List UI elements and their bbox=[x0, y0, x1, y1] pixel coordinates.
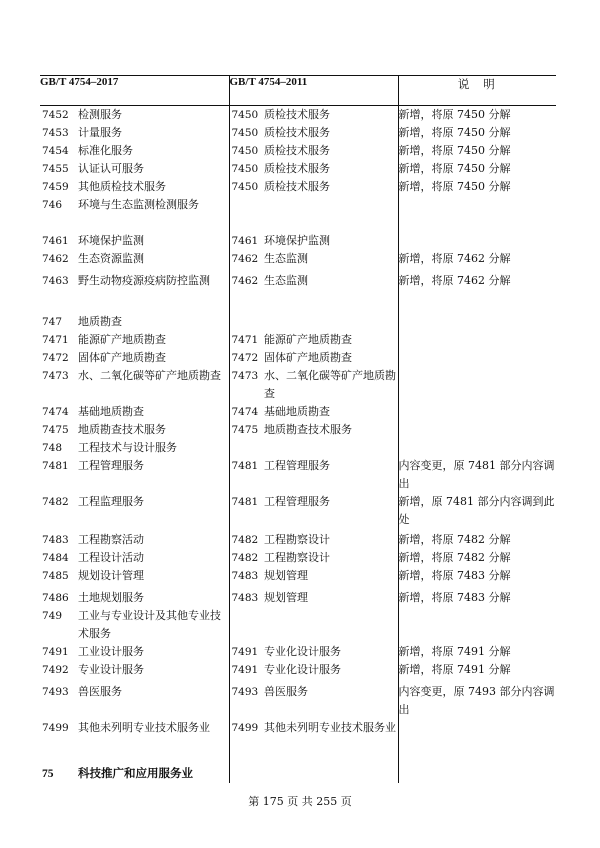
new-code-cell: 75 bbox=[42, 768, 54, 780]
new-name-cell: 工程管理服务 bbox=[78, 457, 229, 493]
table-row bbox=[40, 531, 556, 549]
new-name-cell: 野生动物疫源疫病防控监测 bbox=[78, 272, 229, 313]
new-name-cell: 工程勘察活动 bbox=[78, 531, 229, 549]
new-code-cell: 7485 bbox=[42, 570, 69, 582]
new-name-cell: 其他质检技术服务 bbox=[78, 178, 229, 196]
note-cell bbox=[398, 421, 556, 439]
table-row bbox=[40, 493, 556, 531]
new-code-cell: 7454 bbox=[42, 145, 69, 157]
classification-concordance-table bbox=[40, 75, 556, 783]
note-cell bbox=[398, 196, 556, 232]
new-name-cell: 工程技术与设计服务 bbox=[78, 439, 229, 457]
note-cell bbox=[398, 439, 556, 457]
table-row bbox=[40, 196, 556, 232]
note-cell: 新增，将原 7450 分解 bbox=[398, 144, 511, 157]
old-name-cell bbox=[264, 607, 398, 643]
old-name-cell: 地质勘查技术服务 bbox=[264, 421, 398, 439]
new-code-cell: 747 bbox=[42, 316, 63, 328]
note-cell: 新增，将原 7450 分解 bbox=[398, 126, 511, 139]
page-number-footer: 第 175 页 共 255 页 bbox=[248, 795, 352, 808]
new-code-cell: 7475 bbox=[42, 424, 69, 436]
new-code-cell: 7493 bbox=[42, 686, 69, 698]
old-name-cell bbox=[264, 196, 398, 232]
note-cell: 新增，将原 7450 分解 bbox=[398, 162, 511, 175]
old-code-cell: 7461 bbox=[231, 235, 259, 247]
old-code-cell: 7450 bbox=[231, 127, 259, 139]
new-name-cell: 科技推广和应用服务业 bbox=[78, 765, 229, 783]
old-code-cell bbox=[229, 607, 264, 643]
table-row bbox=[40, 589, 556, 607]
new-code-cell: 746 bbox=[42, 199, 63, 211]
old-name-cell: 工程管理服务 bbox=[264, 457, 398, 493]
new-name-cell: 计量服务 bbox=[78, 124, 229, 142]
new-name-cell: 标准化服务 bbox=[78, 142, 229, 160]
note-cell bbox=[398, 349, 556, 367]
new-name-cell: 工程设计活动 bbox=[78, 549, 229, 567]
new-name-cell: 兽医服务 bbox=[78, 683, 229, 719]
old-name-cell: 规划管理 bbox=[264, 567, 398, 589]
table-row bbox=[40, 403, 556, 421]
new-name-cell: 工业与专业设计及其他专业技术服务 bbox=[78, 607, 229, 643]
new-name-cell: 环境与生态监测检测服务 bbox=[78, 196, 229, 232]
table-row bbox=[40, 439, 556, 457]
old-code-cell: 7483 bbox=[231, 570, 259, 582]
note-cell: 内容变更，原 7493 部分内容调出 bbox=[398, 685, 555, 716]
old-name-cell: 规划管理 bbox=[264, 589, 398, 607]
new-code-cell: 7453 bbox=[42, 127, 69, 139]
new-name-cell: 能源矿产地质勘查 bbox=[78, 331, 229, 349]
old-code-cell: 7481 bbox=[231, 496, 259, 508]
new-name-cell: 环境保护监测 bbox=[78, 232, 229, 250]
note-cell bbox=[398, 232, 556, 250]
note-cell: 内容变更，原 7481 部分内容调出 bbox=[398, 459, 555, 490]
note-cell: 新增，将原 7483 分解 bbox=[398, 569, 511, 582]
table-row bbox=[40, 124, 556, 142]
table-row bbox=[40, 313, 556, 331]
note-cell: 新增，将原 7491 分解 bbox=[398, 663, 511, 676]
table-row bbox=[40, 643, 556, 661]
old-name-cell: 其他未列明专业技术服务业 bbox=[264, 719, 398, 765]
new-code-cell: 7492 bbox=[42, 664, 69, 676]
new-code-cell: 7491 bbox=[42, 646, 69, 658]
old-name-cell bbox=[264, 765, 398, 783]
old-code-cell: 7462 bbox=[231, 253, 259, 265]
old-name-cell: 生态监测 bbox=[264, 272, 398, 313]
new-name-cell: 规划设计管理 bbox=[78, 567, 229, 589]
note-cell bbox=[398, 313, 556, 331]
note-cell: 新增，将原 7483 分解 bbox=[398, 591, 511, 604]
old-name-cell bbox=[264, 439, 398, 457]
table-row bbox=[40, 331, 556, 349]
new-code-cell: 7473 bbox=[42, 370, 69, 382]
table-row bbox=[40, 232, 556, 250]
note-cell bbox=[398, 367, 556, 403]
new-code-cell: 7472 bbox=[42, 352, 69, 364]
new-name-cell: 地质勘查技术服务 bbox=[78, 421, 229, 439]
old-code-cell: 7481 bbox=[231, 460, 259, 472]
note-cell: 新增，将原 7491 分解 bbox=[398, 645, 511, 658]
old-code-cell: 7450 bbox=[231, 109, 259, 121]
old-code-cell: 7462 bbox=[231, 275, 259, 287]
old-name-cell: 工程管理服务 bbox=[264, 493, 398, 531]
old-code-cell: 7450 bbox=[231, 163, 259, 175]
old-name-cell: 质检技术服务 bbox=[264, 106, 398, 125]
note-cell bbox=[398, 607, 556, 643]
new-name-cell: 基础地质勘查 bbox=[78, 403, 229, 421]
old-code-cell: 7472 bbox=[231, 352, 259, 364]
new-code-cell: 7499 bbox=[42, 722, 69, 734]
new-code-cell: 7483 bbox=[42, 534, 69, 546]
new-code-cell: 7486 bbox=[42, 592, 69, 604]
old-name-cell: 工程勘察设计 bbox=[264, 549, 398, 567]
old-code-cell: 7499 bbox=[231, 722, 259, 734]
old-code-cell: 7493 bbox=[231, 686, 259, 698]
table-row bbox=[40, 683, 556, 719]
table-row bbox=[40, 178, 556, 196]
old-name-cell: 专业化设计服务 bbox=[264, 661, 398, 683]
table-row bbox=[40, 106, 556, 125]
table-row bbox=[40, 421, 556, 439]
new-name-cell: 认证认可服务 bbox=[78, 160, 229, 178]
note-cell: 新增，将原 7450 分解 bbox=[398, 180, 511, 193]
header-new-standard: GB/T 4754–2017 bbox=[40, 76, 229, 106]
old-code-cell: 7473 bbox=[231, 370, 259, 382]
new-name-cell: 固体矿产地质勘查 bbox=[78, 349, 229, 367]
old-code-cell bbox=[229, 196, 264, 232]
new-name-cell: 土地规划服务 bbox=[78, 589, 229, 607]
new-code-cell: 7484 bbox=[42, 552, 69, 564]
new-code-cell: 7452 bbox=[42, 109, 69, 121]
note-cell bbox=[398, 765, 556, 783]
old-name-cell: 工程勘察设计 bbox=[264, 531, 398, 549]
table-row bbox=[40, 367, 556, 403]
note-cell bbox=[398, 331, 556, 349]
new-code-cell: 7455 bbox=[42, 163, 69, 175]
old-name-cell bbox=[264, 313, 398, 331]
new-code-cell: 7459 bbox=[42, 181, 69, 193]
old-name-cell: 质检技术服务 bbox=[264, 160, 398, 178]
note-cell: 新增，将原 7450 分解 bbox=[398, 108, 511, 121]
old-code-cell: 7450 bbox=[231, 181, 259, 193]
header-note: 说明 bbox=[398, 76, 556, 106]
old-code-cell: 7450 bbox=[231, 145, 259, 157]
new-code-cell: 7463 bbox=[42, 275, 69, 287]
table-body bbox=[40, 106, 556, 784]
table-row bbox=[40, 765, 556, 783]
old-name-cell: 环境保护监测 bbox=[264, 232, 398, 250]
table-row bbox=[40, 349, 556, 367]
old-name-cell: 基础地质勘查 bbox=[264, 403, 398, 421]
new-code-cell: 7474 bbox=[42, 406, 69, 418]
old-name-cell: 兽医服务 bbox=[264, 683, 398, 719]
old-name-cell: 能源矿产地质勘查 bbox=[264, 331, 398, 349]
old-code-cell: 7482 bbox=[231, 534, 259, 546]
new-code-cell: 7482 bbox=[42, 496, 69, 508]
new-name-cell: 检测服务 bbox=[78, 106, 229, 125]
note-cell: 新增，将原 7462 分解 bbox=[398, 252, 511, 265]
table-row bbox=[40, 160, 556, 178]
old-code-cell: 7471 bbox=[231, 334, 259, 346]
table-row bbox=[40, 719, 556, 765]
new-name-cell: 工程监理服务 bbox=[78, 493, 229, 531]
old-name-cell: 质检技术服务 bbox=[264, 178, 398, 196]
header-old-standard: GB/T 4754–2011 bbox=[229, 76, 398, 106]
old-code-cell: 7491 bbox=[231, 664, 259, 676]
old-code-cell: 7475 bbox=[231, 424, 259, 436]
old-code-cell: 7474 bbox=[231, 406, 259, 418]
old-code-cell bbox=[229, 313, 264, 331]
table-row bbox=[40, 567, 556, 589]
new-code-cell: 7481 bbox=[42, 460, 69, 472]
old-name-cell: 生态监测 bbox=[264, 250, 398, 272]
note-cell bbox=[398, 403, 556, 421]
table-row bbox=[40, 607, 556, 643]
table-header-row bbox=[40, 76, 556, 106]
old-code-cell: 7491 bbox=[231, 646, 259, 658]
note-cell bbox=[398, 719, 556, 765]
old-code-cell: 7483 bbox=[231, 592, 259, 604]
new-code-cell: 7462 bbox=[42, 253, 69, 265]
table-row bbox=[40, 549, 556, 567]
table-row bbox=[40, 661, 556, 683]
new-name-cell: 工业设计服务 bbox=[78, 643, 229, 661]
table-row bbox=[40, 272, 556, 313]
table-row bbox=[40, 250, 556, 272]
new-code-cell: 749 bbox=[42, 610, 63, 622]
old-code-cell bbox=[229, 765, 264, 783]
old-name-cell: 水、二氧化碳等矿产地质勘查 bbox=[264, 367, 398, 403]
old-name-cell: 专业化设计服务 bbox=[264, 643, 398, 661]
new-name-cell: 专业设计服务 bbox=[78, 661, 229, 683]
table-row bbox=[40, 457, 556, 493]
old-code-cell bbox=[229, 439, 264, 457]
old-name-cell: 质检技术服务 bbox=[264, 142, 398, 160]
new-name-cell: 其他未列明专业技术服务业 bbox=[78, 719, 229, 765]
new-name-cell: 生态资源监测 bbox=[78, 250, 229, 272]
new-code-cell: 748 bbox=[42, 442, 63, 454]
note-cell: 新增，将原 7462 分解 bbox=[398, 274, 511, 287]
new-code-cell: 7471 bbox=[42, 334, 69, 346]
note-cell: 新增，原 7481 部分内容调到此处 bbox=[398, 495, 555, 526]
note-cell: 新增，将原 7482 分解 bbox=[398, 551, 511, 564]
old-name-cell: 固体矿产地质勘查 bbox=[264, 349, 398, 367]
new-name-cell: 水、二氧化碳等矿产地质勘查 bbox=[78, 367, 229, 403]
new-name-cell: 地质勘查 bbox=[78, 313, 229, 331]
new-code-cell: 7461 bbox=[42, 235, 69, 247]
table-row bbox=[40, 142, 556, 160]
old-name-cell: 质检技术服务 bbox=[264, 124, 398, 142]
note-cell: 新增，将原 7482 分解 bbox=[398, 533, 511, 546]
old-code-cell: 7482 bbox=[231, 552, 259, 564]
